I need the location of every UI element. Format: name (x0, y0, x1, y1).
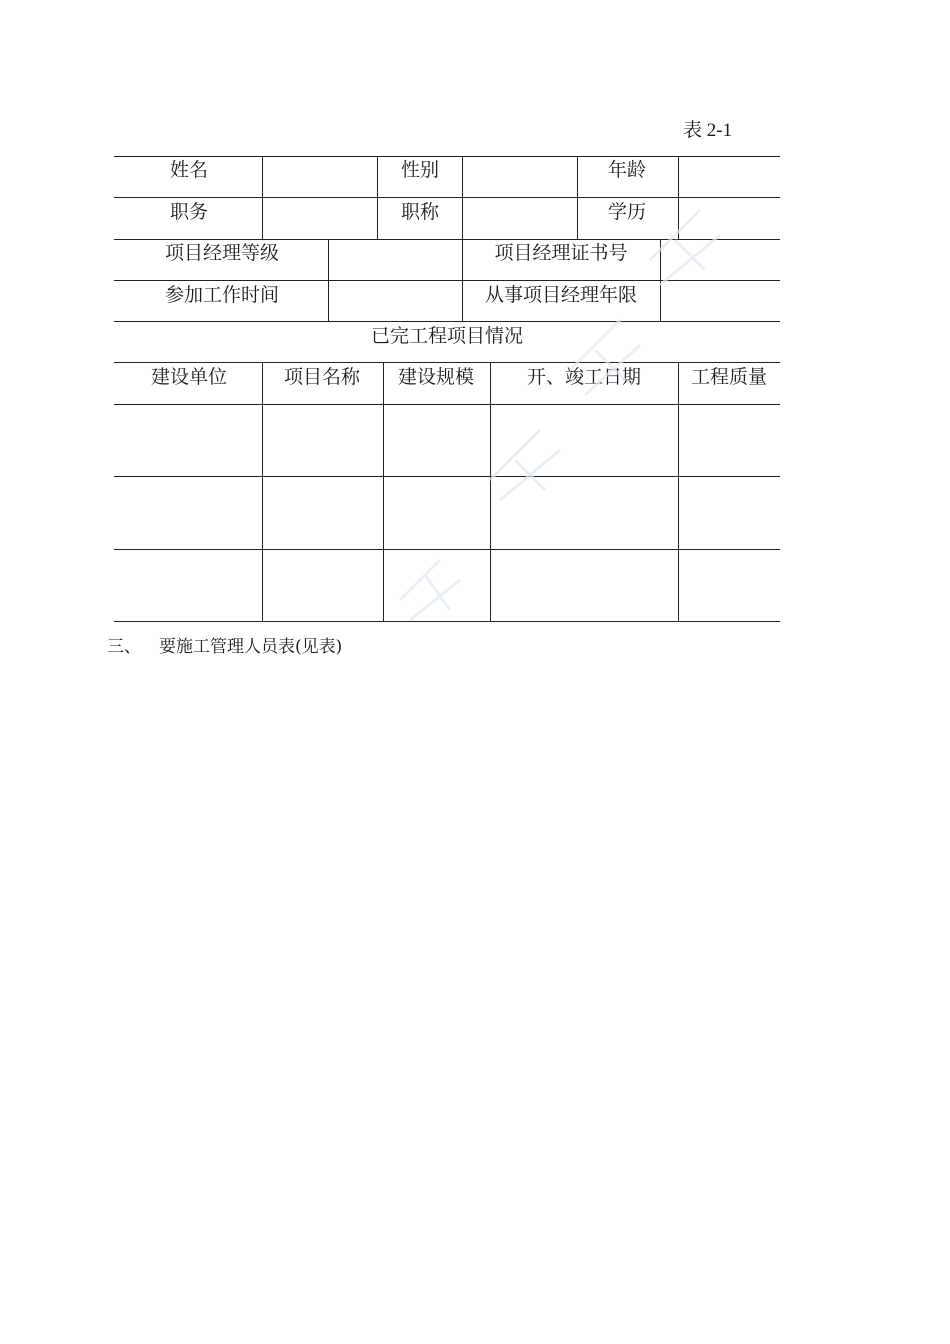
table-rule-top (114, 156, 780, 157)
footer-note (107, 632, 342, 657)
table-rule (114, 362, 780, 363)
table-divider (262, 156, 263, 239)
name-label: 姓名 (169, 159, 209, 181)
table-divider (462, 156, 463, 239)
age-label: 年龄 (607, 159, 647, 181)
table-divider (577, 156, 578, 239)
table-divider (462, 239, 463, 321)
table-row (114, 404, 780, 476)
column-header: 建设单位 (150, 366, 228, 388)
column-header: 开、竣工日期 (526, 366, 642, 388)
table-divider (678, 156, 679, 239)
education-label: 学历 (607, 201, 647, 223)
position-label: 职务 (169, 201, 209, 223)
section-title: 已完工程项目情况 (370, 325, 524, 347)
project-manager-form (0, 0, 950, 640)
table-divider (328, 239, 329, 321)
column-header: 项目名称 (283, 366, 361, 388)
column-header: 建设规模 (397, 366, 475, 388)
gender-label: 性别 (400, 159, 440, 181)
column-header: 工程质量 (690, 366, 768, 388)
pm-certificate-label: 项目经理证书号 (494, 242, 628, 264)
table-rule (114, 239, 780, 240)
table-caption: 表 2-1 (683, 120, 733, 141)
table-rule (114, 197, 780, 198)
job-title-label: 职称 (400, 201, 440, 223)
table-rule (114, 321, 780, 322)
table-divider (660, 239, 661, 321)
footer-note-text: 要施工管理人员表(见表) (159, 637, 343, 657)
table-row (114, 549, 780, 621)
pm-years-label: 从事项目经理年限 (484, 284, 638, 306)
table-divider (377, 156, 378, 239)
section-number: 三、 (107, 637, 141, 657)
pm-grade-label: 项目经理等级 (164, 242, 280, 264)
start-work-label: 参加工作时间 (164, 284, 280, 306)
table-rule (114, 280, 780, 281)
table-row (114, 476, 780, 549)
table-rule-bottom (114, 621, 780, 622)
